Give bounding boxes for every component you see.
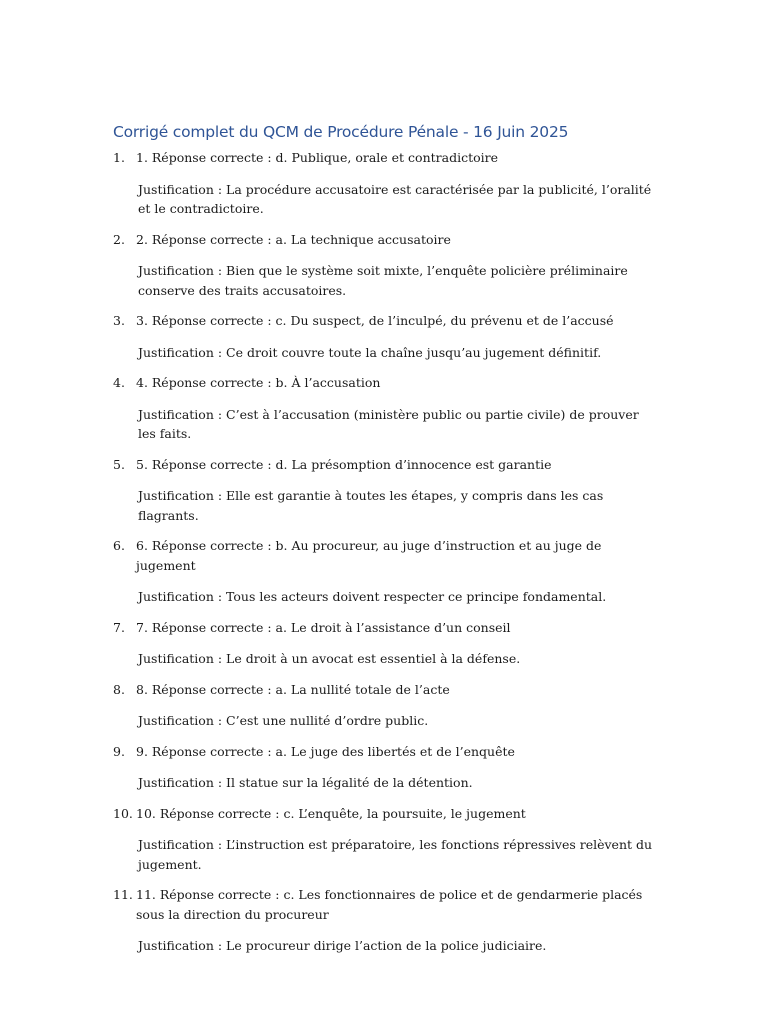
- document-title: Corrigé complet du QCM de Procédure Pénale - 16 Juin 2025: [113, 123, 569, 141]
- justification-text: Justification : C’est à l’accusation (ministère public ou partie civile) de prouver les faits.: [138, 406, 639, 441]
- justification-text: Justification : Le procureur dirige l’action de la police judiciaire.: [138, 938, 547, 953]
- item-number: 9.: [113, 743, 125, 759]
- item-number: 1.: [113, 150, 125, 165]
- justification-text: Justification : Le droit à un avocat est essentiel à la défense.: [138, 651, 521, 666]
- list-item: [0, 536, 768, 607]
- item-number: 2.: [113, 231, 125, 247]
- list-item: [0, 742, 768, 793]
- answer-text: 1. Réponse correcte : d. Publique, orale et contradictoire: [136, 150, 498, 165]
- justification-text: Justification : L’instruction est préparatoire, les fonctions répressives relèvent du jugement.: [138, 837, 653, 872]
- justification-text: Justification : Tous les acteurs doivent respecter ce principe fondamental.: [138, 589, 607, 604]
- justification-text: Justification : Ce droit couvre toute la chaîne jusqu’au jugement définitif.: [138, 344, 602, 360]
- answer-text: 3. Réponse correcte : c. Du suspect, de l’inculpé, du prévenu et de l’accusé: [136, 313, 614, 328]
- justification-text: Justification : C’est une nullité d’ordre public.: [138, 713, 429, 728]
- list-item: [0, 885, 768, 956]
- item-number: 5.: [113, 456, 125, 472]
- answer-text: 2. Réponse correcte : a. La technique accusatoire: [136, 231, 451, 247]
- item-number: 6.: [113, 538, 125, 553]
- answer-text: 10. Réponse correcte : c. L’enquête, la poursuite, le jugement: [136, 805, 526, 821]
- answer-text: 8. Réponse correcte : a. La nullité totale de l’acte: [136, 681, 450, 697]
- item-number: 7.: [113, 619, 125, 635]
- list-item: [0, 311, 768, 362]
- answer-text: 11. Réponse correcte : c. Les fonctionnaires de police et de gendarmerie placés sous la direction du procureur: [136, 887, 643, 922]
- answer-list: [0, 148, 768, 967]
- list-item: [0, 680, 768, 731]
- item-number: 3.: [113, 313, 125, 328]
- answer-text: 6. Réponse correcte : b. Au procureur, au juge d’instruction et au juge de jugement: [136, 538, 602, 573]
- item-number: 4.: [113, 375, 125, 390]
- answer-text: 4. Réponse correcte : b. À l’accusation: [136, 375, 381, 390]
- list-item: [0, 618, 768, 669]
- justification-text: Justification : Bien que le système soit mixte, l’enquête policière préliminaire conserve des traits accusatoires.: [138, 263, 628, 298]
- answer-text: 9. Réponse correcte : a. Le juge des libertés et de l’enquête: [136, 743, 515, 759]
- list-item: [0, 230, 768, 301]
- item-number: 10.: [113, 805, 133, 821]
- list-item: [0, 804, 768, 875]
- answer-text: 7. Réponse correcte : a. Le droit à l’assistance d’un conseil: [136, 619, 511, 635]
- justification-text: Justification : Il statue sur la légalité de la détention.: [138, 775, 473, 790]
- item-number: 8.: [113, 681, 125, 697]
- list-item: [0, 148, 768, 219]
- list-item: [0, 373, 768, 444]
- answer-text: 5. Réponse correcte : d. La présomption d’innocence est garantie: [136, 456, 552, 472]
- justification-text: Justification : La procédure accusatoire est caractérisée par la publicité, l’oralité et le contradictoire.: [138, 181, 652, 216]
- justification-text: Justification : Elle est garantie à toutes les étapes, y compris dans les cas flagrants.: [138, 488, 604, 523]
- item-number: 11.: [113, 887, 133, 902]
- list-item: [0, 455, 768, 526]
